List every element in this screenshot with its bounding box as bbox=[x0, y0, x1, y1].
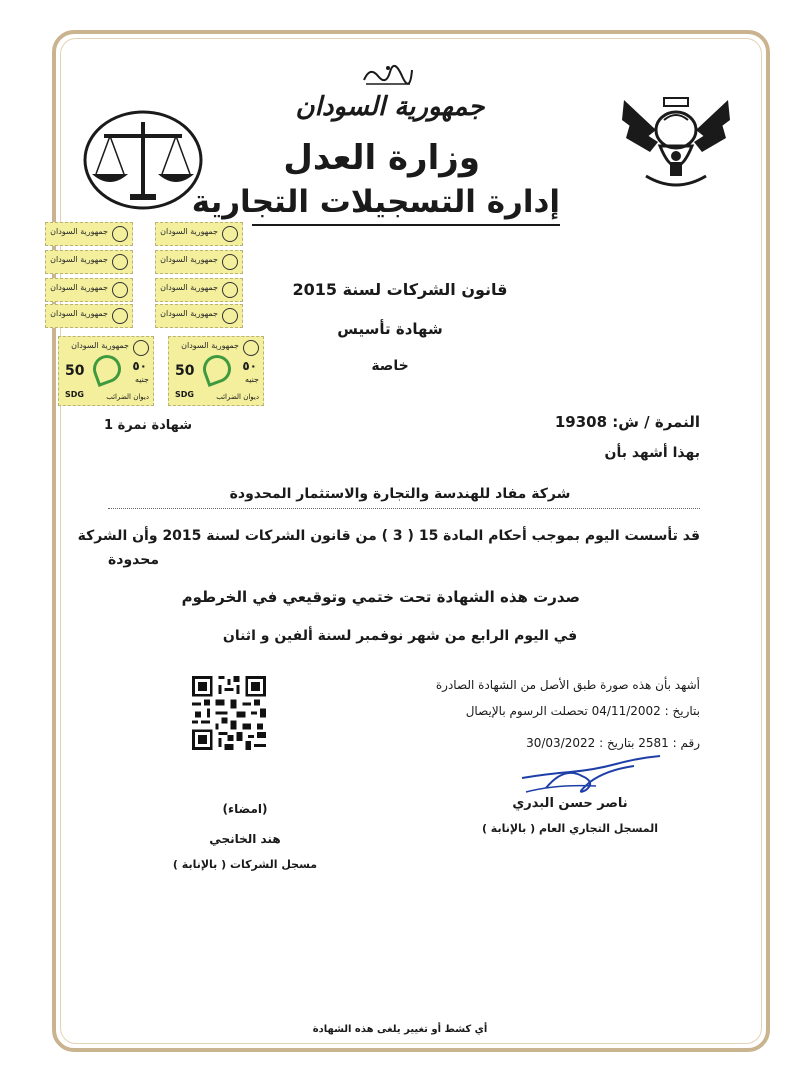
registrar-general-title: المسجل التجاري العام ( بالإنابة ) bbox=[481, 822, 659, 835]
body-line-1: قد تأسست اليوم بموجب أحكام المادة 15 ( 3 ) من قانون الشركات لسنة 2015 وأن الشركة bbox=[77, 528, 700, 544]
title-underline bbox=[252, 224, 560, 226]
issued-line: صدرت هذه الشهادة تحت ختمي وتوقيعي في الخرطوم bbox=[181, 588, 580, 606]
ministry-title: وزارة العدل bbox=[283, 138, 480, 178]
signature-icon bbox=[516, 752, 666, 800]
revenue-stamp: جمهورية السودان bbox=[155, 222, 243, 246]
company-name: شركة مفاد للهندسة والتجارة والاستثمار المحدودة bbox=[229, 486, 571, 502]
revenue-stamp: جمهورية السودان bbox=[155, 250, 243, 274]
revenue-stamp: جمهورية السودان bbox=[45, 222, 133, 246]
law-title: قانون الشركات لسنة 2015 bbox=[292, 280, 508, 299]
dotted-line bbox=[108, 508, 700, 509]
date-line: في اليوم الرابع من شهر نوفمبر لسنة ألفين و اثنان bbox=[222, 628, 578, 644]
footer-warning: أي كشط أو تغيير يلغى هذه الشهادة bbox=[312, 1024, 488, 1035]
signature-label: (امضاء) bbox=[222, 802, 268, 816]
coat-of-arms-icon bbox=[616, 90, 736, 196]
calligraphy-seal-icon bbox=[360, 62, 416, 86]
copy-cert-line-1: أشهد بأن هذه صورة طبق الأصل من الشهادة الصادرة bbox=[435, 678, 700, 692]
revenue-stamp: جمهورية السودان bbox=[45, 304, 133, 328]
country-title: جمهورية السودان bbox=[295, 92, 485, 122]
registrar-general-name: ناصر حسن البدري bbox=[512, 796, 628, 811]
companies-registrar-title: مسجل الشركات ( بالإنابة ) bbox=[172, 858, 318, 871]
certificate-category: خاصة bbox=[371, 358, 409, 374]
scales-of-justice-icon bbox=[82, 108, 204, 212]
qr-code-icon bbox=[192, 676, 266, 750]
copy-cert-line-2: بتاريخ : 04/11/2002 تحصلت الرسوم بالإيصال bbox=[465, 704, 700, 718]
revenue-stamp: جمهورية السودان bbox=[155, 278, 243, 302]
leaf-icon bbox=[89, 351, 125, 387]
revenue-stamp: جمهورية السودان bbox=[45, 250, 133, 274]
leaf-icon bbox=[199, 351, 235, 387]
registration-number: النمرة / ش: 19308 bbox=[554, 413, 700, 431]
revenue-stamp-50: جمهورية السودان 50 ٥٠ جنيه SDG ديوان الضرائب bbox=[58, 336, 154, 406]
body-line-2: محدودة bbox=[108, 552, 159, 568]
revenue-stamp: جمهورية السودان bbox=[155, 304, 243, 328]
certificate-type: شهادة تأسيس bbox=[337, 320, 443, 338]
certify-intro: بهذا أشهد بأن bbox=[604, 445, 700, 461]
revenue-stamp: جمهورية السودان bbox=[45, 278, 133, 302]
revenue-stamp-50: جمهورية السودان 50 ٥٠ جنيه SDG ديوان الضرائب bbox=[168, 336, 264, 406]
department-title: إدارة التسجيلات التجارية bbox=[191, 184, 560, 220]
certificate-number: شهادة نمرة 1 bbox=[104, 418, 193, 433]
copy-cert-line-3: رقم : 2581 بتاريخ : 30/03/2022 bbox=[526, 736, 700, 750]
companies-registrar-name: هند الخانجي bbox=[209, 832, 281, 846]
